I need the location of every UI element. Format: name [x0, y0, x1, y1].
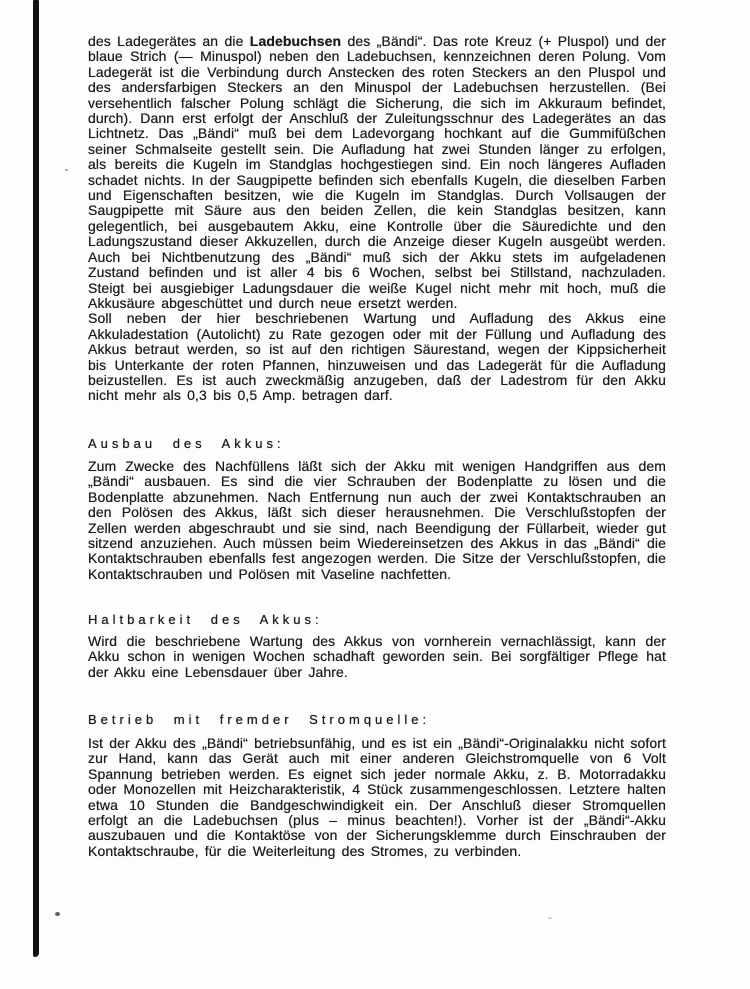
intro-lead-text: des Ladegerätes an die: [88, 33, 250, 49]
paragraph-ausbau: Zum Zwecke des Nachfüllens läßt sich der Akku mit wenigen Handgriffen aus dem „Bändi“ ausbauen. Es sind die vier Schrauben der Bodenplatte zu lösen und die Bodenplatte abzunehmen. Nach Entfernung nun auch der zwei Kontaktschrauben an den Polösen des Akkus, läßt sich dieser herausnehmen. Die Verschlußstopfen der Zellen werden abgeschraubt und sie sind, nach Beendigung der Füllarbeit, wieder gut sitzend anzuziehen. Auch müssen beim Wiedereinsetzen des Akkus in das „Bändi“ die Kontaktschrauben ebenfalls fest angezogen werden. Die Sitze der Verschlußstopfen, die Kontaktschrauben und Polösen mit Vaseline nachfetten.: [88, 458, 666, 582]
section-heading-betrieb-mit-fremder-stromquelle: Betrieb mit fremder Stromquelle:: [88, 712, 431, 727]
scan-speck: [548, 917, 552, 919]
section-heading-ausbau-des-akkus: Ausbau des Akkus:: [88, 436, 285, 451]
intro-rest-text: des „Bändi“. Das rote Kreuz (+ Pluspol) und der blaue Strich (— Minuspol) neben den Ladebuchsen, kennzeichnen deren Polung. Vom Ladegerät ist die Verbindung durch Anstecken des roten Steckers an den Pluspol und des andersfarbigen Steckers an den Minuspol der Ladebuchsen herzustellen. (Bei versehentlich falscher Polung schlägt die Sicherung, die sich im Akkuraum befindet, durch). Dann erst erfolgt der Anschluß der Zuleitungsschnur des Ladegerätes an das Lichtnetz. Das „Bändi“ muß bei dem Ladevorgang hochkant auf die Gummifüßchen seiner Schmalseite gestellt sein. Die Aufladung hat zwei Stunden länger zu erfolgen, als bereits die Kugeln im Standglas hochgestiegen sind. Ein noch längeres Aufladen schadet nichts. In der Saugpipette befinden sich ebenfalls Kugeln, die dieselben Farben und Eigenschaften besitzen, wie die Kugeln im Standglas. Durch Vollsaugen der Saugpipette mit Säure aus den beiden Zellen, die kein Standglas besitzen, kann gelegentlich, bei ausgebautem Akku, eine Kontrolle über die Säuredichte und den Ladungszustand dieser Akkuzellen, durch die Anzeige dieser Kugeln ausgeübt werden. Auch bei Nichtbenutzung des „Bändi“ muß sich der Akku stets im aufgeladenen Zustand befinden und ist aller 4 bis 6 Wochen, selbst bei Stillstand, nachzuladen. Steigt bei ausgiebiger Ladungsdauer die weiße Kugel nicht mehr mit hoch, muß die Akkusäure abgeschüttet und durch neue ersetzt werden.: [88, 33, 666, 311]
paragraph-haltbarkeit: Wird die beschriebene Wartung des Akkus von vornherein vernachlässigt, kann der Akku schon in wenigen Wochen schadhaft geworden sein. Bei sorgfältiger Pflege hat der Akku eine Lebensdauer über Jahre.: [88, 633, 666, 680]
section-body-haltbarkeit-des-akkus: [88, 634, 666, 680]
paragraph-fremde-stromquelle: Ist der Akku des „Bändi“ betriebsunfähig, und es ist ein „Bändi“-Originalakku nicht sofort zur Hand, kann das Gerät auch mit einer anderen Gleichstromquelle von 6 Volt Spannung betrieben werden. Es eignet sich jeder normale Akku, z. B. Motorradakku oder Monozellen mit Heizcharakteristik, 4 Stück zusammengeschlossen. Letztere halten etwa 10 Stunden die Bandgeschwindigkeit ein. Der Anschluß dieser Stromquellen erfolgt an die Ladebuchsen (plus – minus beachten!). Vorher ist der „Bändi“-Akku auszubauen und die Kontaktöse von der Sicherungsklemme durch Einschrauben der Kontaktschraube, für die Weiterleitung des Stromes, zu verbinden.: [88, 735, 666, 859]
scan-speck: [55, 912, 60, 916]
intro-bold-ladebuchsen: Ladebuchsen: [249, 33, 342, 49]
section-heading-haltbarkeit-des-akkus: Haltbarkeit des Akkus:: [88, 612, 323, 627]
section-body-betrieb-mit-fremder-stromquelle: [88, 736, 666, 859]
scan-speck: [65, 169, 68, 171]
paragraph-charging-instructions: [88, 34, 666, 404]
paragraph-akkuladestation: Soll neben der hier beschriebenen Wartung und Aufladung des Akkus eine Akkuladestation (Autolicht) zu Rate gezogen oder mit der Füllung und Aufladung des Akkus betraut werden, so ist auf den richtigen Säurestand, wegen der Kippsicherheit bis Unterkante der roten Pfannen, hinzuweisen und das Ladegerät für die Aufladung beizustellen. Es ist auch zweckmäßig anzugeben, daß der Ladestrom für den Akku nicht mehr als 0,3 bis 0,5 Amp. betragen darf.: [88, 310, 666, 404]
section-body-ausbau-des-akkus: [88, 459, 666, 582]
scan-edge-artifact: [33, 0, 39, 957]
paragraph-charging-text: [88, 34, 666, 311]
